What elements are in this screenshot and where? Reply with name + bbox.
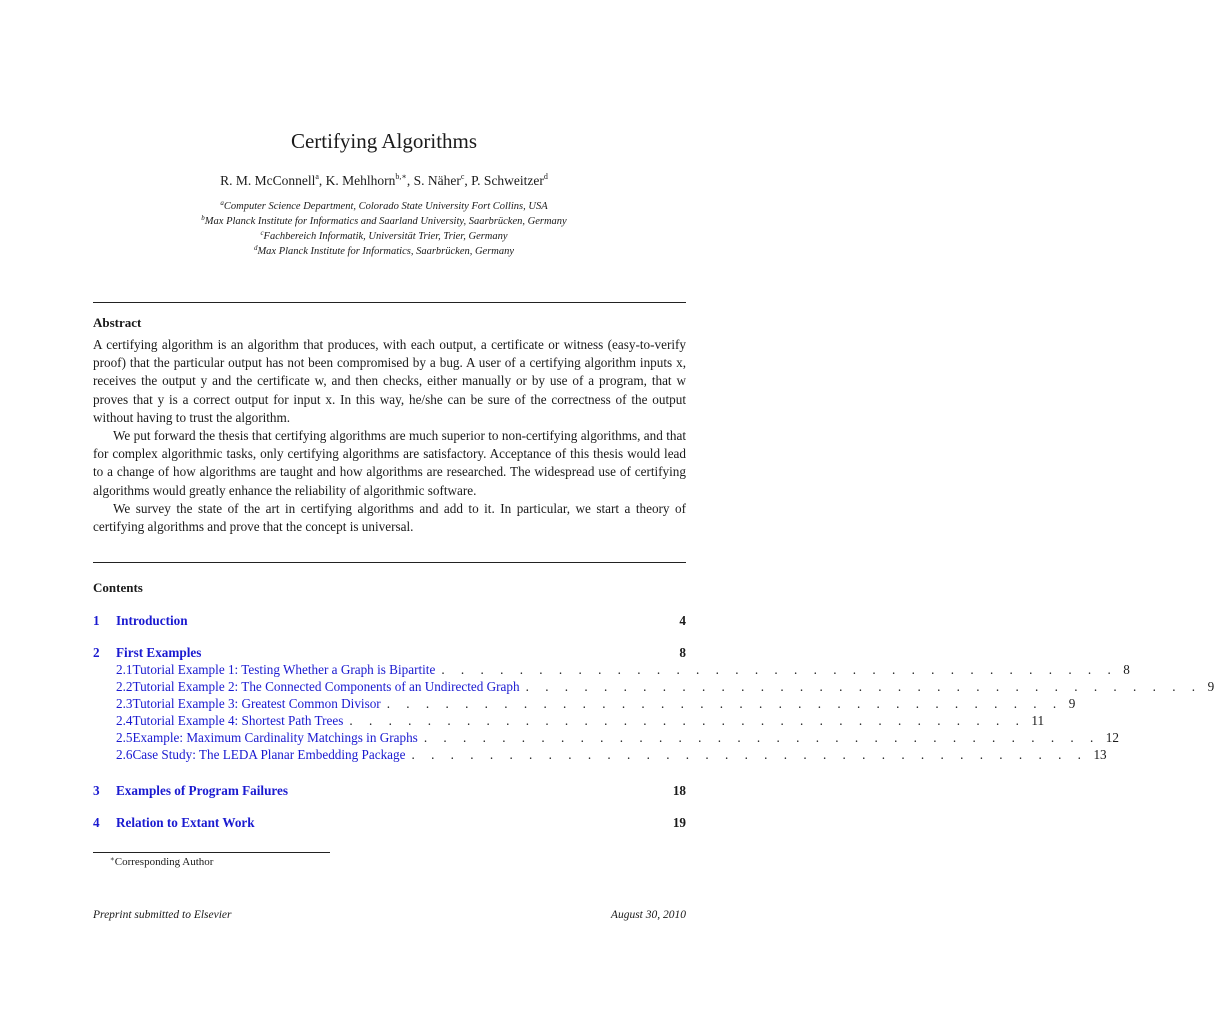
paper-title: Certifying Algorithms <box>290 129 478 153</box>
toc-leader: . . . . . . . . . . . . . . . . . . . . . . . . . . . . . . . . . . . <box>386 696 1063 711</box>
toc-leader: . . . . . . . . . . . . . . . . . . . . . . . . . . . . . . . . . . . <box>525 679 1202 694</box>
toc-link[interactable]: Tutorial Example 2: The Connected Components of an Undirected Graph <box>132 679 520 694</box>
toc-page: 4 <box>679 613 686 628</box>
toc-number[interactable]: 2.6 <box>116 747 133 762</box>
toc-subsection[interactable] <box>116 729 1119 746</box>
contents-heading: Contents <box>93 580 143 595</box>
toc-subsection[interactable] <box>116 746 1107 763</box>
bottom-rule <box>93 562 686 563</box>
abstract-paragraph: We survey the state of the art in certifying algorithms and add to it. In particular, we start a theory of certifying algorithms and prove that the concept is universal. <box>93 500 686 535</box>
toc-number[interactable]: 2.2 <box>116 679 133 694</box>
abstract-body <box>93 336 686 536</box>
toc-page: 9 <box>1068 696 1076 711</box>
toc-number[interactable]: 2 <box>93 645 100 660</box>
affiliation: $^b$Max Planck Institute for Informatics and Saarland University, Saarbrücken, Germany <box>201 214 567 227</box>
affiliation: $^a$Computer Science Department, Colorado State University Fort Collins, USA <box>220 199 548 212</box>
toc-subsection[interactable] <box>116 695 1076 712</box>
toc-link[interactable]: Introduction <box>116 613 188 628</box>
toc-page: 8 <box>679 645 686 660</box>
toc-link[interactable]: Examples of Program Failures <box>116 783 289 798</box>
footnote-rule <box>93 852 330 853</box>
toc-section-3[interactable] <box>93 782 686 799</box>
toc-link[interactable]: First Examples <box>116 645 202 660</box>
toc-number[interactable]: 3 <box>93 783 100 798</box>
toc-page: 11 <box>1031 713 1045 728</box>
toc-link[interactable]: Tutorial Example 1: Testing Whether a Graph is Bipartite <box>132 662 436 677</box>
toc-link[interactable]: Example: Maximum Cardinality Matchings in Graphs <box>132 730 418 745</box>
toc-subsection[interactable] <box>116 712 1045 729</box>
toc-section-4[interactable] <box>93 814 686 831</box>
toc-number[interactable]: 2.3 <box>116 696 133 711</box>
affiliations <box>0 199 768 259</box>
affiliation: $^c$Fachbereich Informatik, Universität Trier, Trier, Germany <box>260 229 508 242</box>
abstract-heading: Abstract <box>93 315 142 330</box>
toc-number[interactable]: 1 <box>93 613 100 628</box>
toc-section-row[interactable] <box>93 644 686 661</box>
toc-section-1[interactable] <box>93 612 686 629</box>
toc-page: 13 <box>1093 747 1107 762</box>
affiliation: $^d$Max Planck Institute for Informatics, Saarbrücken, Germany <box>253 244 515 257</box>
toc-link[interactable]: Tutorial Example 4: Shortest Path Trees <box>132 713 344 728</box>
toc-number[interactable]: 2.1 <box>116 662 133 677</box>
top-rule <box>93 302 686 303</box>
toc-page: 9 <box>1207 679 1214 694</box>
toc-page: 8 <box>1123 662 1130 677</box>
toc-subsection[interactable] <box>116 661 1130 678</box>
footer-journal: Preprint submitted to Elsevier <box>93 909 232 921</box>
toc-page: 12 <box>1105 730 1119 745</box>
toc-section-2 <box>93 644 1214 763</box>
toc-leader: . . . . . . . . . . . . . . . . . . . . . . . . . . . . . . . . . . . <box>349 713 1026 728</box>
toc-link[interactable]: Relation to Extant Work <box>116 815 255 830</box>
abstract-paragraph: A certifying algorithm is an algorithm that produces, with each output, a certificate or witness (easy-to-verify proof) that the particular output has not been compromised by a bug. A user of a certifying algorithm inputs x, receives the output y and the certificate w, and then checks, either manually or by use of a program, that w proves that y is a correct output for input x. In this way, he/she can be sure of the correctness of the output without having to trust the algorithm. <box>93 337 686 425</box>
author: R. M. McConnell$^a$, <box>220 172 326 188</box>
abstract-paragraph: We put forward the thesis that certifying algorithms are much superior to non-certifying algorithms, and that for complex algorithmic tasks, only certifying algorithms are satisfactory. Acceptance of this thesis would lead to a change of how algorithms are taught and how algorithms are researched. The widespread use of certifying algorithms would greatly enhance the reliability of algorithmic software. <box>93 428 686 498</box>
toc-number[interactable]: 2.4 <box>116 713 133 728</box>
toc-leader: . . . . . . . . . . . . . . . . . . . . . . . . . . . . . . . . . . . <box>441 662 1118 677</box>
toc-subsection[interactable] <box>116 678 1214 695</box>
toc-link[interactable]: Case Study: The LEDA Planar Embedding Package <box>132 747 406 762</box>
toc-leader: . . . . . . . . . . . . . . . . . . . . . . . . . . . . . . . . . . . <box>423 730 1100 745</box>
toc-link[interactable]: Tutorial Example 3: Greatest Common Divisor <box>132 696 381 711</box>
author: K. Mehlhorn$^{b,∗}$, <box>325 172 414 188</box>
footnote: ∗Corresponding Author <box>110 855 214 868</box>
toc-number[interactable]: 2.5 <box>116 730 133 745</box>
author: P. Schweitzer$^d$ <box>471 172 548 188</box>
author: S. Näher$^c$, <box>413 172 472 188</box>
toc-page: 19 <box>672 815 686 830</box>
footer-date: August 30, 2010 <box>610 909 686 921</box>
toc-page: 18 <box>672 783 686 798</box>
toc-leader: . . . . . . . . . . . . . . . . . . . . . . . . . . . . . . . . . . . <box>411 747 1088 762</box>
toc-number[interactable]: 4 <box>93 815 100 830</box>
author-list <box>0 172 768 190</box>
